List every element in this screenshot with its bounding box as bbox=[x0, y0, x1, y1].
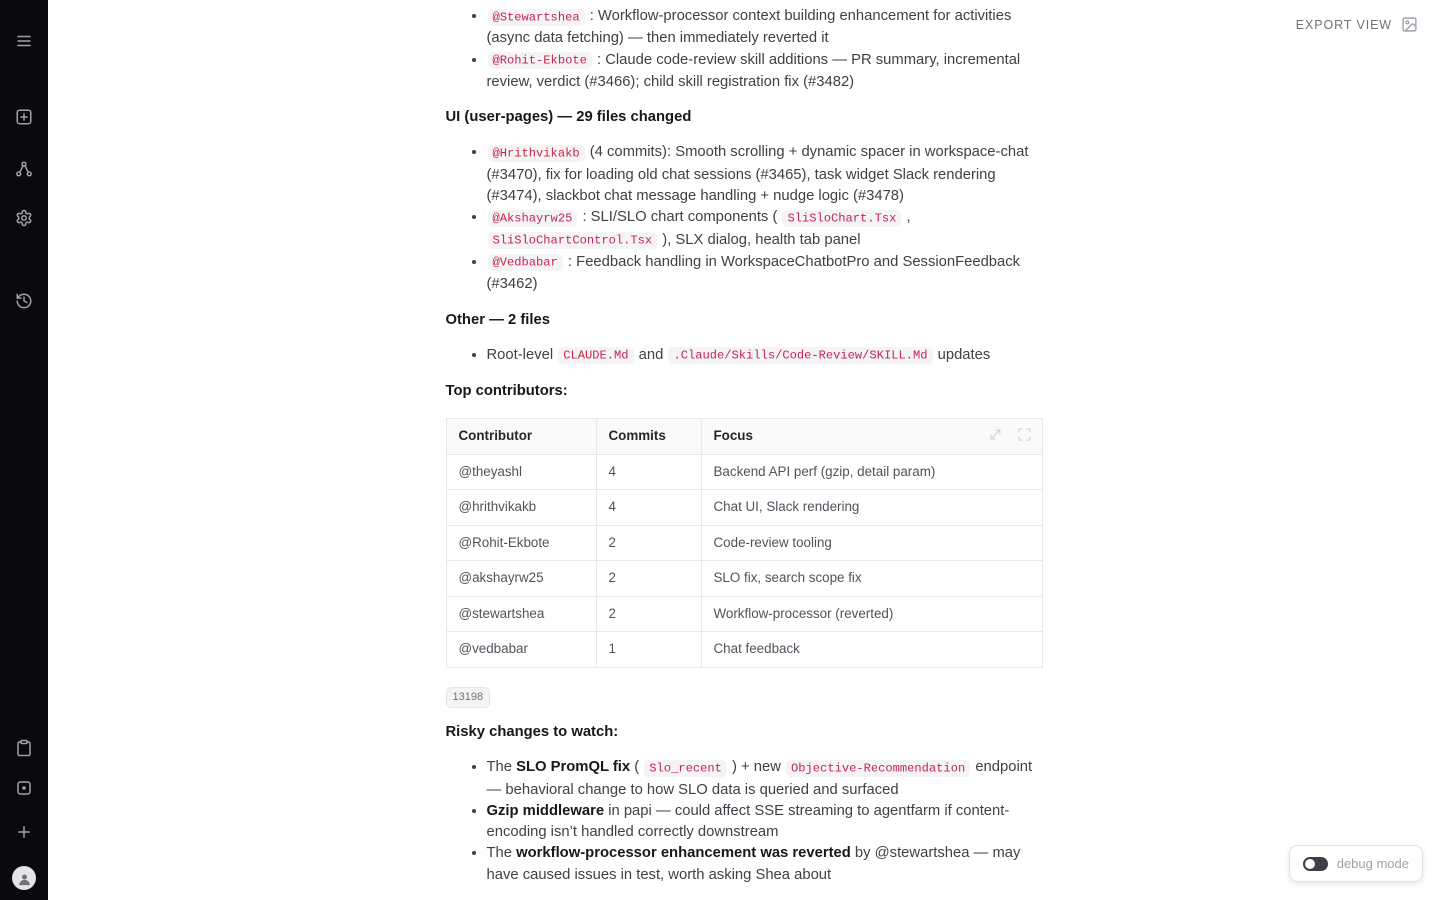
diagonal-arrows-icon bbox=[988, 427, 1003, 442]
other-list bbox=[446, 345, 1043, 367]
table-cell: @Rohit-Ekbote bbox=[446, 525, 596, 561]
bold-text: SLO PromQL fix bbox=[516, 759, 631, 776]
table-cell: Workflow-processor (reverted) bbox=[701, 596, 1042, 632]
table-cell: Backend API perf (gzip, detail param) bbox=[701, 454, 1042, 490]
code-span: @Stewartshea bbox=[488, 9, 585, 26]
table-cell: @stewartshea bbox=[446, 596, 596, 632]
debug-mode-label: debug mode bbox=[1336, 856, 1409, 871]
table-cell: 2 bbox=[596, 596, 701, 632]
list-item: • @Rohit-Ekbote : Claude code-review skill additions — PR summary, incremental review, verdict (#3466); child skill registration fix (#3482) bbox=[487, 50, 1043, 94]
gear-icon bbox=[15, 209, 33, 227]
risky-heading: Risky changes to watch: bbox=[445, 723, 619, 740]
document bbox=[446, 0, 1043, 900]
debug-mode-card bbox=[1289, 845, 1423, 882]
list-item: • @Akshayrw25 : SLI/SLO chart components ( SliSloChart.Tsx , SliSloChartControl.Tsx ), SLX dialog, health tab panel bbox=[487, 207, 1043, 252]
table-cell: @vedbabar bbox=[446, 632, 596, 668]
table-cell: @theyashl bbox=[446, 454, 596, 490]
column-header-focus: Focus bbox=[701, 419, 1042, 455]
table-cell: Chat feedback bbox=[701, 632, 1042, 668]
bold-text: workflow-processor enhancement was reverted bbox=[516, 845, 851, 862]
table-cell: Code-review tooling bbox=[701, 525, 1042, 561]
table-row bbox=[446, 490, 1042, 526]
screen-record-button[interactable] bbox=[12, 776, 36, 800]
menu-button[interactable] bbox=[12, 29, 36, 53]
table-cell: 1 bbox=[596, 632, 701, 668]
settings-button[interactable] bbox=[12, 206, 36, 230]
menu-icon bbox=[15, 32, 33, 50]
code-span: CLAUDE.Md bbox=[558, 347, 633, 364]
maximize-icon bbox=[1017, 427, 1032, 442]
code-span: @Vedbabar bbox=[488, 254, 563, 271]
column-header-commits: Commits bbox=[596, 419, 701, 455]
table-cell: 4 bbox=[596, 454, 701, 490]
list-item: • Gzip middleware in papi — could affect SSE streaming to agentfarm if content-encoding isn’t handled correctly downstream bbox=[487, 801, 1043, 844]
graph-button[interactable] bbox=[12, 157, 36, 181]
avatar[interactable] bbox=[12, 866, 36, 890]
export-view-label: EXPORT VIEW bbox=[1295, 17, 1392, 32]
clipboard-button[interactable] bbox=[12, 736, 36, 760]
table-cell: 4 bbox=[596, 490, 701, 526]
table-cell: 2 bbox=[596, 561, 701, 597]
table-cell: @akshayrw25 bbox=[446, 561, 596, 597]
table-expand-button[interactable] bbox=[1017, 427, 1032, 442]
screen-record-icon bbox=[15, 779, 33, 797]
intro-list bbox=[446, 6, 1043, 93]
table-actions bbox=[988, 427, 1032, 442]
code-span: SliSloChartControl.Tsx bbox=[488, 232, 658, 249]
table-row bbox=[446, 525, 1042, 561]
code-span: @Rohit-Ekbote bbox=[488, 52, 592, 69]
sidebar-bottom-group bbox=[12, 736, 36, 890]
section-heading-other: Other — 2 files bbox=[445, 311, 550, 328]
add-button[interactable] bbox=[12, 820, 36, 844]
contributors-heading: Top contributors: bbox=[445, 383, 568, 400]
code-span: @Hrithvikakb bbox=[488, 145, 585, 162]
list-item: • The workflow-processor enhancement was reverted by @stewartshea — may have caused issues in test, worth asking Shea about bbox=[487, 843, 1043, 886]
debug-mode-toggle[interactable] bbox=[1303, 857, 1328, 871]
list-item: • Root-level CLAUDE.Md and .Claude/Skills/Code-Review/SKILL.Md updates bbox=[487, 345, 1043, 367]
table bbox=[446, 418, 1043, 668]
main-content bbox=[48, 0, 1440, 900]
contributors-table bbox=[446, 418, 1043, 668]
list-item: • The SLO PromQL fix ( Slo_recent ) + new Objective-Recommendation endpoint — behavioral change to how SLO data is queried and surfaced bbox=[487, 757, 1043, 801]
new-item-button[interactable] bbox=[12, 105, 36, 129]
table-row bbox=[446, 632, 1042, 668]
code-span: Slo_recent bbox=[644, 760, 727, 777]
history-icon bbox=[15, 292, 33, 310]
code-span: @Akshayrw25 bbox=[488, 210, 578, 227]
column-header-contributor: Contributor bbox=[446, 419, 596, 455]
table-row bbox=[446, 454, 1042, 490]
section-heading-ui: UI (user-pages) — 29 files changed bbox=[445, 109, 692, 126]
history-button[interactable] bbox=[12, 289, 36, 313]
badge-row bbox=[446, 686, 1043, 708]
code-span: Objective-Recommendation bbox=[786, 760, 970, 777]
toggle-knob bbox=[1305, 859, 1315, 869]
table-row bbox=[446, 596, 1042, 632]
table-cell: @hrithvikakb bbox=[446, 490, 596, 526]
table-cell: 2 bbox=[596, 525, 701, 561]
nodes-icon bbox=[15, 160, 33, 178]
doc-id-badge: 13198 bbox=[446, 687, 491, 708]
sidebar bbox=[0, 0, 48, 900]
table-row bbox=[446, 561, 1042, 597]
list-item: • @Stewartshea : Workflow-processor context building enhancement for activities (async data fetching) — then immediately reverted it bbox=[487, 6, 1043, 50]
table-cell: SLO fix, search scope fix bbox=[701, 561, 1042, 597]
clipboard-icon bbox=[15, 739, 33, 757]
add-square-icon bbox=[15, 108, 33, 126]
ui-list bbox=[446, 142, 1043, 295]
table-header-row bbox=[446, 419, 1042, 455]
list-item: • @Hrithvikakb (4 commits): Smooth scrolling + dynamic spacer in workspace-chat (#3470), fix for loading old chat sessions (#3465), task widget Slack rendering (#3474), slackbot chat message handling + nudge logic (#3478) bbox=[487, 142, 1043, 207]
sidebar-top-group bbox=[12, 29, 36, 313]
table-cell: Chat UI, Slack rendering bbox=[701, 490, 1042, 526]
table-resize-button[interactable] bbox=[988, 427, 1003, 442]
bold-text: Gzip middleware bbox=[486, 802, 605, 819]
user-icon bbox=[17, 872, 32, 887]
list-item: • @Vedbabar : Feedback handling in WorkspaceChatbotPro and SessionFeedback (#3462) bbox=[487, 252, 1043, 296]
code-span: .Claude/Skills/Code-Review/SKILL.Md bbox=[668, 347, 932, 364]
risky-list bbox=[446, 757, 1043, 886]
code-span: SliSloChart.Tsx bbox=[782, 210, 901, 227]
plus-icon bbox=[15, 823, 33, 841]
